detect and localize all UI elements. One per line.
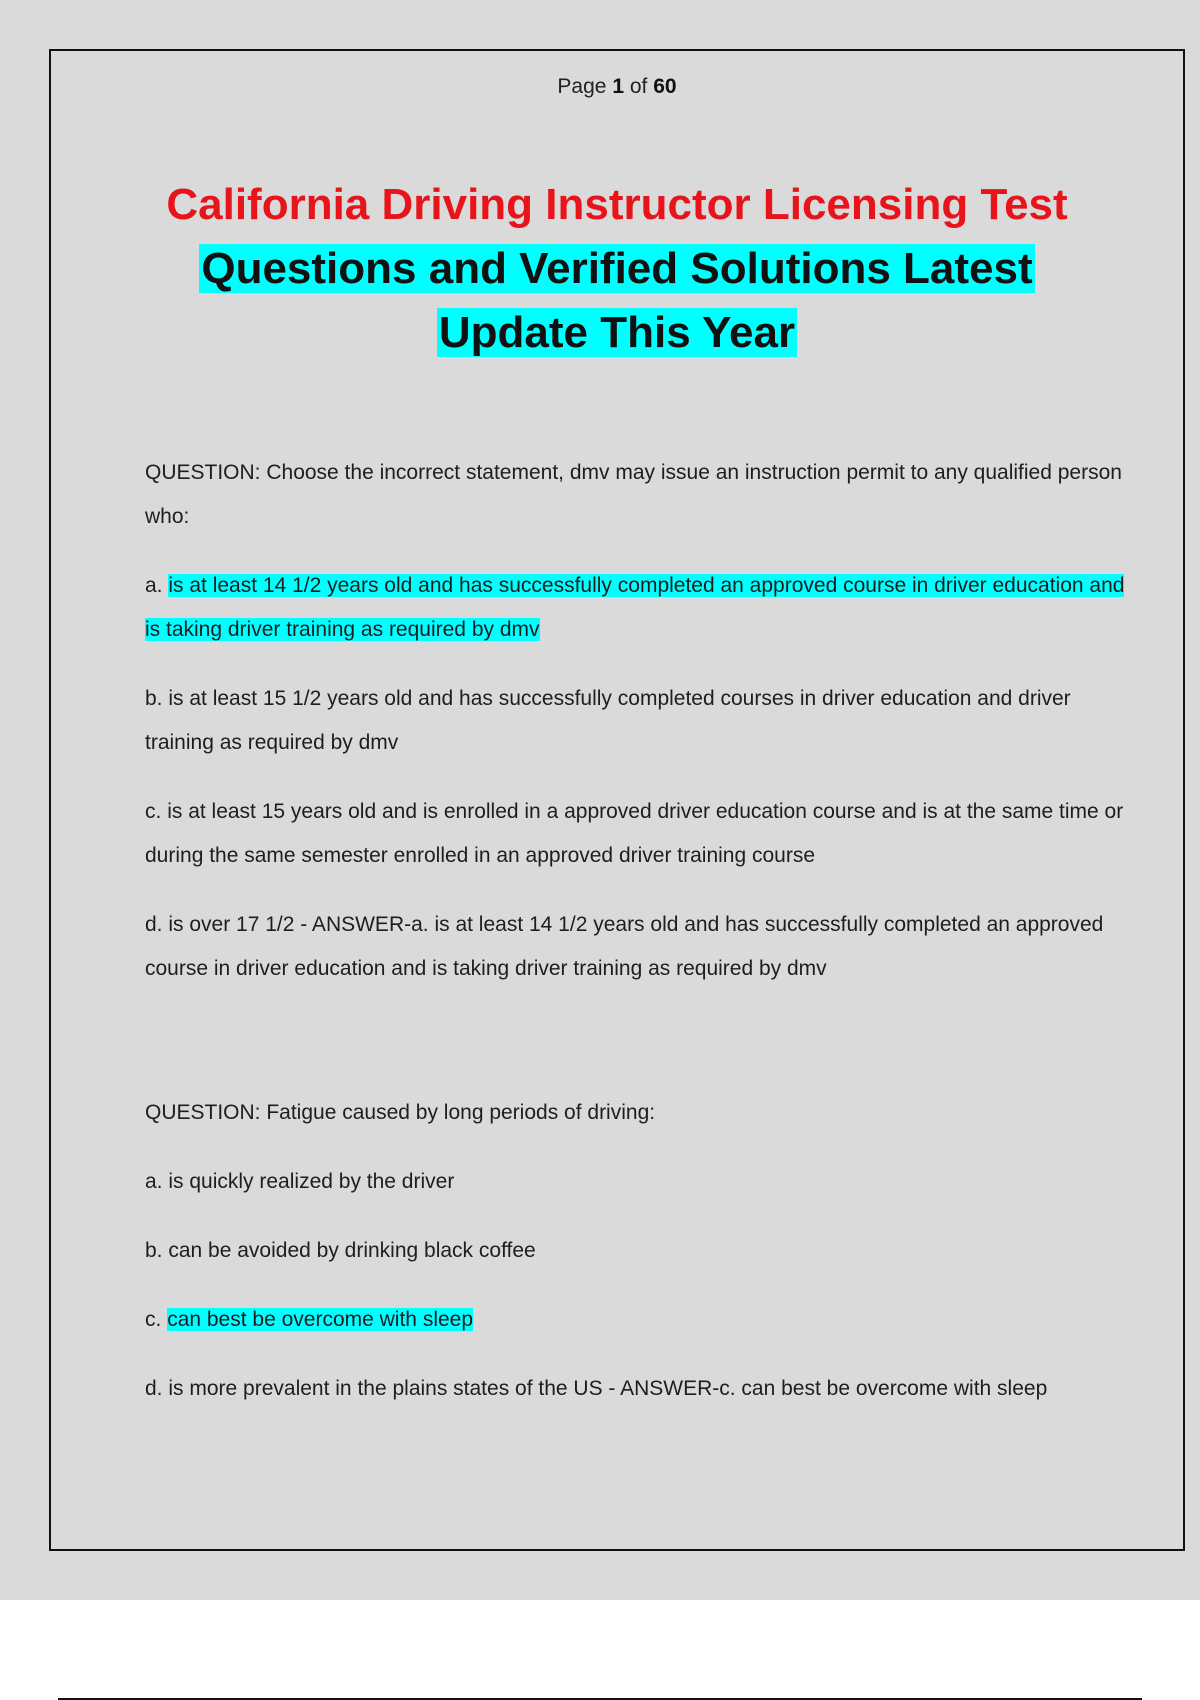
option-letter: d. <box>145 1377 163 1400</box>
title-line-3: Update This Year <box>438 308 796 357</box>
page-current: 1 <box>612 75 624 98</box>
option-letter: b. <box>145 687 163 710</box>
page-indicator-separator: of <box>629 75 648 98</box>
question-spacer <box>145 1016 1135 1091</box>
highlighted-answer: can best be overcome with sleep <box>167 1308 474 1331</box>
option-d <box>145 903 1135 991</box>
option-b <box>145 1229 1135 1273</box>
question-text: QUESTION: Fatigue caused by long periods of driving: <box>145 1101 656 1124</box>
title-line-2: Questions and Verified Solutions Latest <box>201 244 1033 293</box>
page-total: 60 <box>653 75 677 98</box>
option-letter: a. <box>145 574 163 597</box>
option-letter: d. <box>145 913 163 936</box>
option-text: is over 17 1/2 - ANSWER-a. is at least 14 1/2 years old and has successfully completed an approved course in driver education and is taking driver training as required by dmv <box>145 913 1104 980</box>
option-b <box>145 677 1135 765</box>
page-indicator-prefix: Page <box>557 75 607 98</box>
option-text: is at least 15 1/2 years old and has successfully completed courses in driver education and driver training as required by dmv <box>145 687 1071 754</box>
option-d <box>145 1367 1135 1411</box>
highlighted-answer: is at least 14 1/2 years old and has successfully completed an approved course in driver education and is taking driver training as required by dmv <box>145 574 1125 641</box>
option-letter: a. <box>145 1170 163 1193</box>
option-letter: c. <box>145 800 162 823</box>
page-indicator <box>51 75 1183 99</box>
option-text: is quickly realized by the driver <box>168 1170 455 1193</box>
question-text: QUESTION: Choose the incorrect statement, dmv may issue an instruction permit to any qualified person who: <box>145 461 1122 528</box>
option-letter: c. <box>145 1308 162 1331</box>
question-content <box>145 451 1135 1436</box>
option-text: is more prevalent in the plains states of the US - ANSWER-c. can best be overcome with sleep <box>168 1377 1048 1400</box>
option-letter: b. <box>145 1239 163 1262</box>
option-c <box>145 790 1135 878</box>
option-a <box>145 564 1135 652</box>
option-text: is at least 15 years old and is enrolled in a approved driver education course and is at the same time or during the same semester enrolled in an approved driver training course <box>145 800 1124 867</box>
title-line-1: California Driving Instructor Licensing Test <box>166 180 1068 229</box>
option-text: can be avoided by drinking black coffee <box>168 1239 536 1262</box>
document-title <box>51 173 1183 365</box>
option-c <box>145 1298 1135 1342</box>
document-page <box>49 49 1185 1551</box>
option-a <box>145 1160 1135 1204</box>
